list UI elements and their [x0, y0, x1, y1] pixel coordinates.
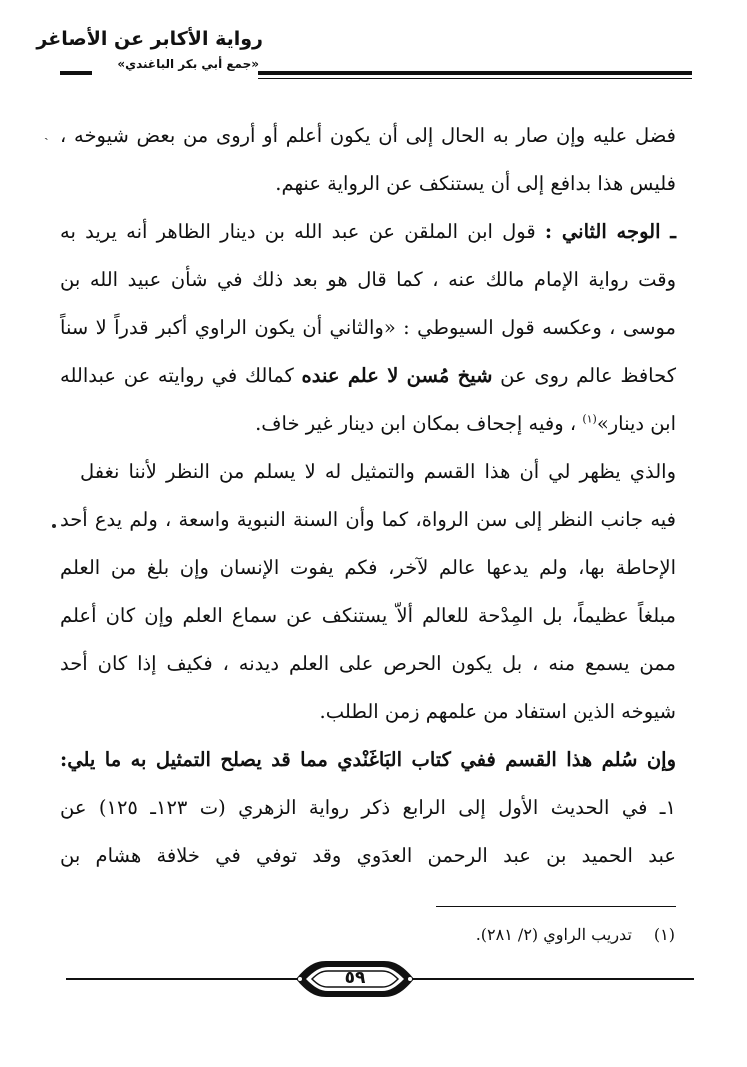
- text-line: وقت رواية الإمام مالك عنه ، كما قال هو بعد ذلك في شأن عبيد الله بن: [60, 268, 676, 291]
- header-rule-thick: [258, 71, 692, 75]
- text-span: كمالك في روايته عن عبدالله: [60, 364, 294, 387]
- footnote-text: تدريب الراوي (٢/ ٢٨١).: [475, 925, 632, 944]
- header-rule-short: [60, 71, 92, 75]
- running-header-subtitle: «جمع أبي بكر الباغندي»: [117, 57, 259, 71]
- footnote: [295, 922, 675, 948]
- text-span: ابن دينار»: [596, 412, 676, 435]
- page-number: ٥٩: [344, 968, 366, 988]
- text-line: والذي يظهر لي أن هذا القسم والتمثيل له لا يسلم من النظر لأننا نغفل: [80, 460, 676, 483]
- text-line: [60, 400, 676, 448]
- text-line: [60, 208, 676, 256]
- text-line: ممن يسمع منه ، بل يكون الحرص على العلم ديدنه ، فكيف إذا كان أحد: [60, 652, 676, 675]
- text-line: الإحاطة بها، ولم يدعها عالم لآخر، فكم يفوت الإنسان وإن بلغ من العلم: [60, 556, 676, 579]
- section-heading: وإن سُلم هذا القسم ففي كتاب البَاغَنْدي مما قد يصلح التمثيل به ما يلي:: [60, 748, 676, 771]
- text-line: [60, 352, 676, 400]
- text-span: قول ابن الملقن عن عبد الله بن دينار الظاهر أنه يريد به: [60, 220, 536, 243]
- text-line: موسى ، وعكسه قول السيوطي : «والثاني أن يكون الراوي أكبر قدراً لا سناً: [60, 316, 676, 339]
- text-span: كحافظ عالم روى عن: [500, 364, 676, 387]
- text-line: فيه جانب النظر إلى سن الرواة، كما وأن السنة النبوية واسعة ، ولم يدع أحد: [60, 508, 676, 531]
- footer-rule-left: [66, 978, 300, 980]
- text-line: فضل عليه وإن صار به الحال إلى أن يكون أعلم أو أروى من بعض شيوخه ،: [60, 124, 676, 147]
- heading-second-aspect: ـ الوجه الثاني :: [544, 220, 677, 243]
- footnote-reference: (١): [582, 412, 597, 426]
- text-line: مبلغاً عظيماً، بل المِدْحة للعالم ألاّ يستنكف عن سماع العلم وإن كان أعلم: [60, 604, 676, 627]
- margin-dot: [52, 524, 56, 528]
- header-rule-thin: [258, 78, 692, 79]
- emphasis-old-sheikh: شيخ مُسن لا علم عنده: [301, 364, 493, 387]
- footnote-rule: [436, 906, 676, 907]
- text-span: ، وفيه إجحاف بمكان ابن دينار غير خاف.: [255, 412, 577, 435]
- footer-rule-right: [410, 978, 694, 980]
- text-line: عبد الحميد بن عبد الرحمن العدَوي وقد توفي في خلافة هشام بن: [60, 844, 676, 867]
- running-header-title: رواية الأكابر عن الأصاغر: [36, 28, 263, 50]
- footnote-number: (١): [653, 925, 675, 944]
- margin-mark: ˏ: [44, 125, 49, 141]
- text-line: شيوخه الذين استفاد من علمهم زمن الطلب.: [319, 700, 676, 723]
- text-line: فليس هذا بدافع إلى أن يستنكف عن الرواية عنهم.: [275, 172, 676, 195]
- text-line: ١ـ في الحديث الأول إلى الرابع ذكر رواية الزهري (ت ١٢٣ـ ١٢٥) عن: [60, 796, 676, 819]
